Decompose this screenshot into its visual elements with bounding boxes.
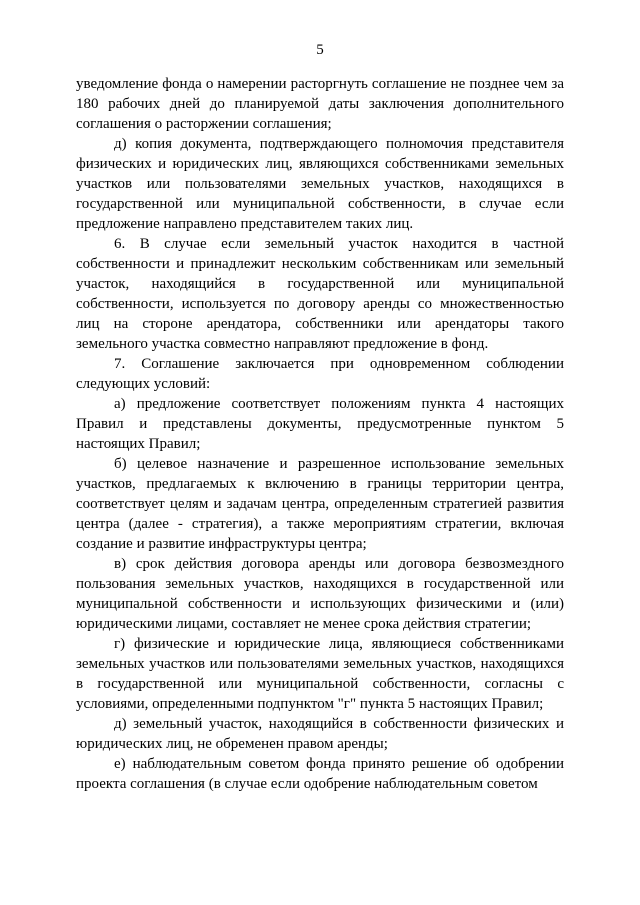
page-number: 5: [316, 42, 324, 58]
paragraph-subitem-a: а) предложение соответствует положениям пункта 4 настоящих Правил и представлены документы, предусмотренные пунктом 5 настоящих Правил;: [76, 396, 564, 452]
paragraph-subitem-b: б) целевое назначение и разрешенное использование земельных участков, предлагаемых к включению в границы территории центра, соответствует целям и задачам центра, определенным стратегией развития центра (далее - стратегия), а также мероприятиям стратегии, включая создание и развитие инфраструктуры центра;: [76, 456, 564, 552]
paragraph-subitem-e: е) наблюдательным советом фонда принято решение об одобрении проекта соглашения (в случае если одобрение наблюдательным советом: [76, 756, 564, 792]
paragraph-continuation: уведомление фонда о намерении расторгнуть соглашение не позднее чем за 180 рабочих дней до планируемой даты заключения дополнительного соглашения о расторжении соглашения;: [76, 76, 564, 132]
paragraph-subitem-d-copy: д) копия документа, подтверждающего полномочия представителя физических и юридических лиц, являющихся собственниками земельных участков или пользователями земельных участков, находящихся в государственной или муниципальной собственности, в случае если предложение направлено представителем таких лиц.: [76, 136, 564, 232]
paragraph-item-7: 7. Соглашение заключается при одновременном соблюдении следующих условий:: [76, 356, 564, 392]
paragraph-subitem-g: г) физические и юридические лица, являющиеся собственниками земельных участков или пользователями земельных участков, находящихся в государственной или муниципальной собственности, согласны с условиями, определенными подпунктом "г" пункта 5 настоящих Правил;: [76, 636, 564, 712]
paragraph-subitem-d: д) земельный участок, находящийся в собственности физических и юридических лиц, не обременен правом аренды;: [76, 716, 564, 752]
paragraph-item-6: 6. В случае если земельный участок находится в частной собственности и принадлежит нескольким собственникам или земельный участок, находящийся в государственной или муниципальной собственности, используется по договору аренды со множественностью лиц на стороне арендатора, собственники или арендаторы такого земельного участка совместно направляют предложение в фонд.: [76, 236, 564, 352]
document-body: [76, 74, 564, 794]
paragraph-subitem-v: в) срок действия договора аренды или договора безвозмездного пользования земельных участков, находящихся в государственной или муниципальной собственности и использующих физическими и (или) юридическими лицами, составляет не менее срока действия стратегии;: [76, 556, 564, 632]
